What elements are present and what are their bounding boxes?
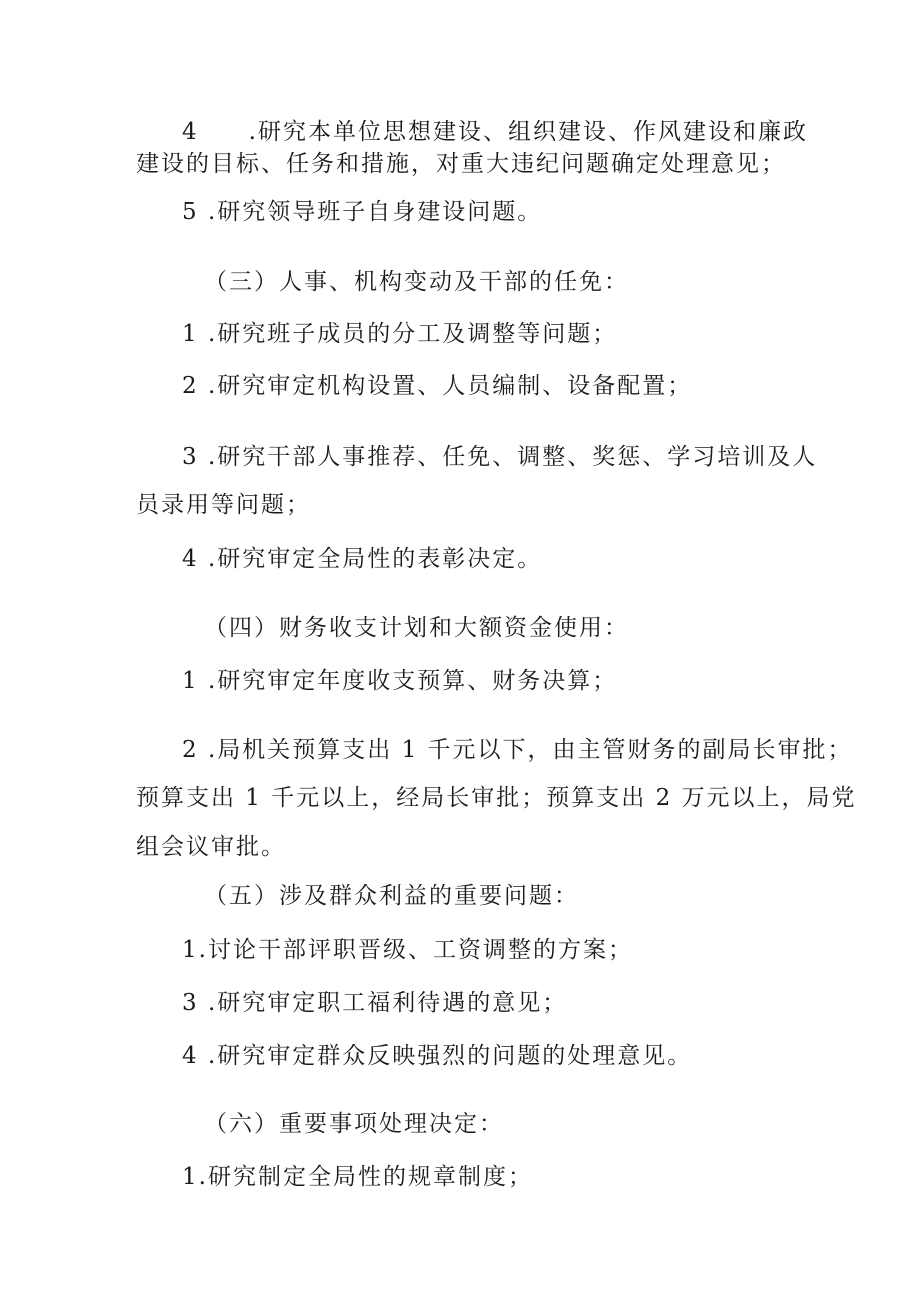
paragraph-4-line-1: 4 .研究本单位思想建设、组织建设、作风建设和廉政	[182, 119, 808, 145]
item-3-2: 2 .研究审定机构设置、人员编制、设备配置；	[182, 373, 693, 399]
item-3-1: 1 .研究班子成员的分工及调整等问题；	[182, 321, 618, 347]
item-3-3-line-2: 员录用等问题；	[136, 492, 311, 518]
item-6-1: 1.研究制定全局性的规章制度；	[182, 1164, 533, 1190]
paragraph-5: 5 .研究领导班子自身建设问题。	[182, 199, 543, 225]
item-3-4: 4 .研究审定全局性的表彰决定。	[182, 546, 543, 572]
item-4-2-line-3: 组会议审批。	[136, 834, 286, 860]
section-heading-3: （三）人事、机构变动及干部的任免：	[204, 269, 629, 295]
section-heading-6: （六）重要事项处理决定：	[204, 1111, 504, 1137]
item-4-1: 1 .研究审定年度收支预算、财务决算；	[182, 668, 618, 694]
paragraph-4-line-2: 建设的目标、任务和措施，对重大违纪问题确定处理意见；	[136, 151, 786, 177]
item-4-2-line-2: 预算支出 1 千元以上，经局长审批；预算支出 2 万元以上，局党	[136, 785, 857, 811]
item-5-1: 1.讨论干部评职晋级、工资调整的方案；	[182, 937, 633, 963]
item-4-2-line-1: 2 .局机关预算支出 1 千元以下，由主管财务的副局长审批；	[182, 737, 853, 763]
item-3-3-line-1: 3 .研究干部人事推荐、任免、调整、奖惩、学习培训及人	[182, 444, 818, 470]
item-5-3: 3 .研究审定职工福利待遇的意见；	[182, 990, 568, 1016]
item-5-4: 4 .研究审定群众反映强烈的问题的处理意见。	[182, 1043, 693, 1069]
section-heading-4: （四）财务收支计划和大额资金使用：	[204, 615, 629, 641]
section-heading-5: （五）涉及群众利益的重要问题：	[204, 883, 579, 909]
